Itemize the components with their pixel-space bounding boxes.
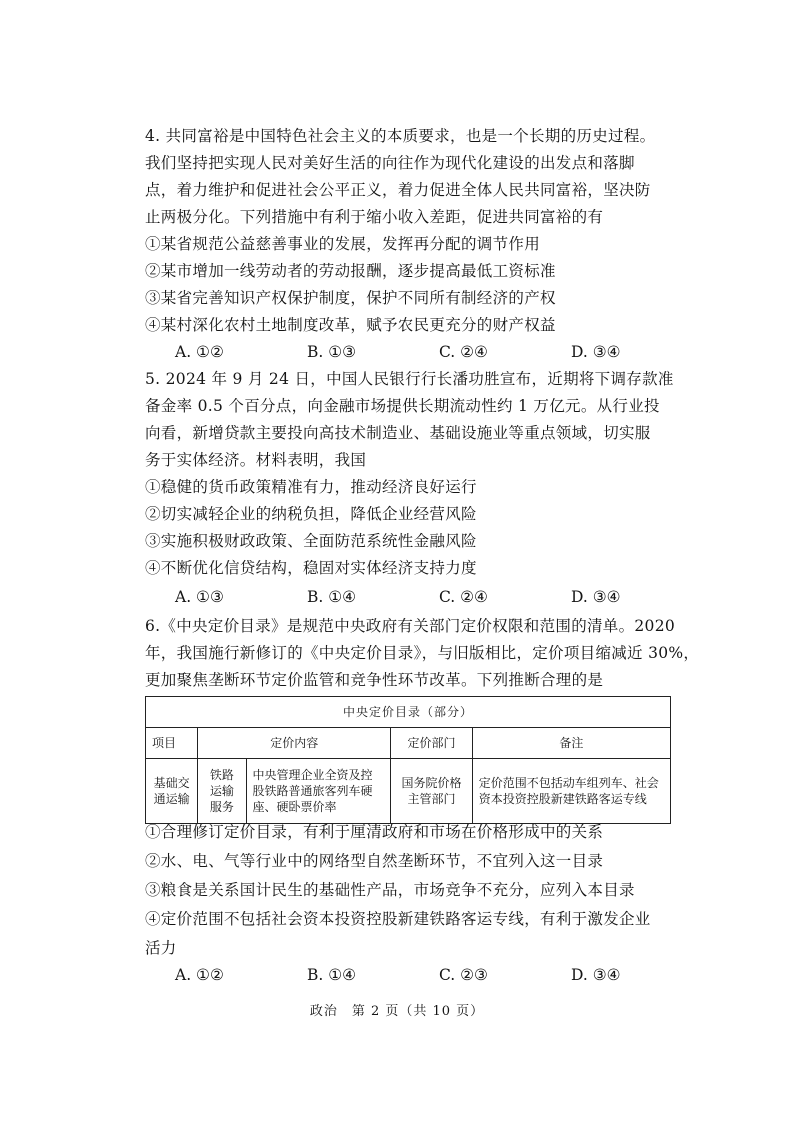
option-b: B. ①④ [307, 588, 357, 606]
option-d: D. ③④ [571, 966, 621, 984]
table-caption: 中央定价目录（部分） [146, 697, 671, 728]
question-6-stem-line: 6.《中央定价目录》是规范中央政府有关部门定价权限和范围的清单。2020 [145, 617, 676, 635]
question-6-statement-3: ③粮食是关系国计民生的基础性产品，市场竞争不充分，应列入本目录 [145, 881, 635, 899]
question-5-stem-line: 5. 2024 年 9 月 24 日，中国人民银行行长潘功胜宣布，近期将下调存款准 [145, 370, 674, 388]
option-c: C. ②③ [439, 966, 488, 984]
question-4-statement-1: ①某省规范公益慈善事业的发展，发挥再分配的调节作用 [145, 235, 541, 253]
question-5-stem-line: 向看，新增贷款主要投向高技术制造业、基础设施业等重点领域，切实服 [145, 424, 651, 442]
option-d: D. ③④ [571, 343, 621, 361]
question-6-statement-2: ②水、电、气等行业中的网络型自然垄断环节，不宜列入这一目录 [145, 852, 604, 870]
question-6-stem-line: 更加聚焦垄断环节定价监管和竞争性环节改革。下列推断合理的是 [145, 671, 604, 689]
question-6-statement-4: ④定价范围不包括社会资本投资控股新建铁路客运专线，有利于激发企业 [145, 910, 651, 928]
option-c: C. ②④ [439, 343, 488, 361]
table-cell-note: 定价范围不包括动车组列车、社会资本投资控股新建铁路客运专线 [472, 759, 670, 824]
option-c: C. ②④ [439, 588, 488, 606]
table-cell-subitem: 铁路运输服务 [198, 759, 246, 824]
question-6-options [175, 965, 635, 985]
question-5-stem-line: 备金率 0.5 个百分点，向金融市场提供长期流动性约 1 万亿元。从行业投 [145, 397, 660, 415]
question-6-statement-1: ①合理修订定价目录，有利于厘清政府和市场在价格形成中的关系 [145, 823, 604, 841]
option-d: D. ③④ [571, 588, 621, 606]
question-6-statement-4-cont: 活力 [145, 939, 177, 957]
option-a: A. ①② [175, 343, 224, 361]
question-5-stem-line: 务于实体经济。材料表明，我国 [145, 451, 367, 469]
question-4-stem-line: 止两极分化。下列措施中有利于缩小收入差距，促进共同富裕的有 [145, 208, 604, 226]
question-4-statement-2: ②某市增加一线劳动者的劳动报酬，逐步提高最低工资标准 [145, 262, 556, 280]
question-6-stem-line: 年，我国施行新修订的《中央定价目录》，与旧版相比，定价项目缩减近 30%， [145, 644, 700, 662]
question-5-options [175, 587, 635, 607]
option-a: A. ①② [175, 966, 224, 984]
question-4-options [175, 342, 635, 362]
table-cell-content: 中央管理企业全资及控股铁路普通旅客列车硬座、硬卧票价率 [246, 759, 391, 824]
question-5-statement-4: ④不断优化信贷结构，稳固对实体经济支持力度 [145, 559, 477, 577]
table-header-item: 项目 [146, 728, 198, 759]
option-b: B. ①③ [307, 343, 357, 361]
question-4-stem-line: 点，着力维护和促进社会公平正义，着力促进全体人民共同富裕，坚决防 [145, 181, 651, 199]
question-5-statement-2: ②切实减轻企业的纳税负担，降低企业经营风险 [145, 505, 477, 523]
table-header-note: 备注 [472, 728, 670, 759]
option-b: B. ①④ [307, 966, 357, 984]
page-footer: 政治 第 2 页（共 10 页） [309, 1004, 485, 1019]
price-catalog-table [145, 696, 671, 824]
question-4-stem-line: 我们坚持把实现人民对美好生活的向往作为现代化建设的出发点和落脚 [145, 154, 635, 172]
question-4-statement-3: ③某省完善知识产权保护制度，保护不同所有制经济的产权 [145, 289, 556, 307]
question-4-stem-line: 4. 共同富裕是中国特色社会主义的本质要求，也是一个长期的历史过程。 [145, 127, 656, 145]
question-5-statement-3: ③实施积极财政政策、全面防范系统性金融风险 [145, 532, 477, 550]
question-4-statement-4: ④某村深化农村土地制度改革，赋予农民更充分的财产权益 [145, 316, 556, 334]
table-header-department: 定价部门 [391, 728, 472, 759]
table-header-content: 定价内容 [198, 728, 391, 759]
question-5-statement-1: ①稳健的货币政策精准有力，推动经济良好运行 [145, 478, 477, 496]
table-cell-department: 国务院价格主管部门 [391, 759, 472, 824]
option-a: A. ①③ [175, 588, 224, 606]
table-cell-item: 基础交通运输 [146, 759, 198, 824]
